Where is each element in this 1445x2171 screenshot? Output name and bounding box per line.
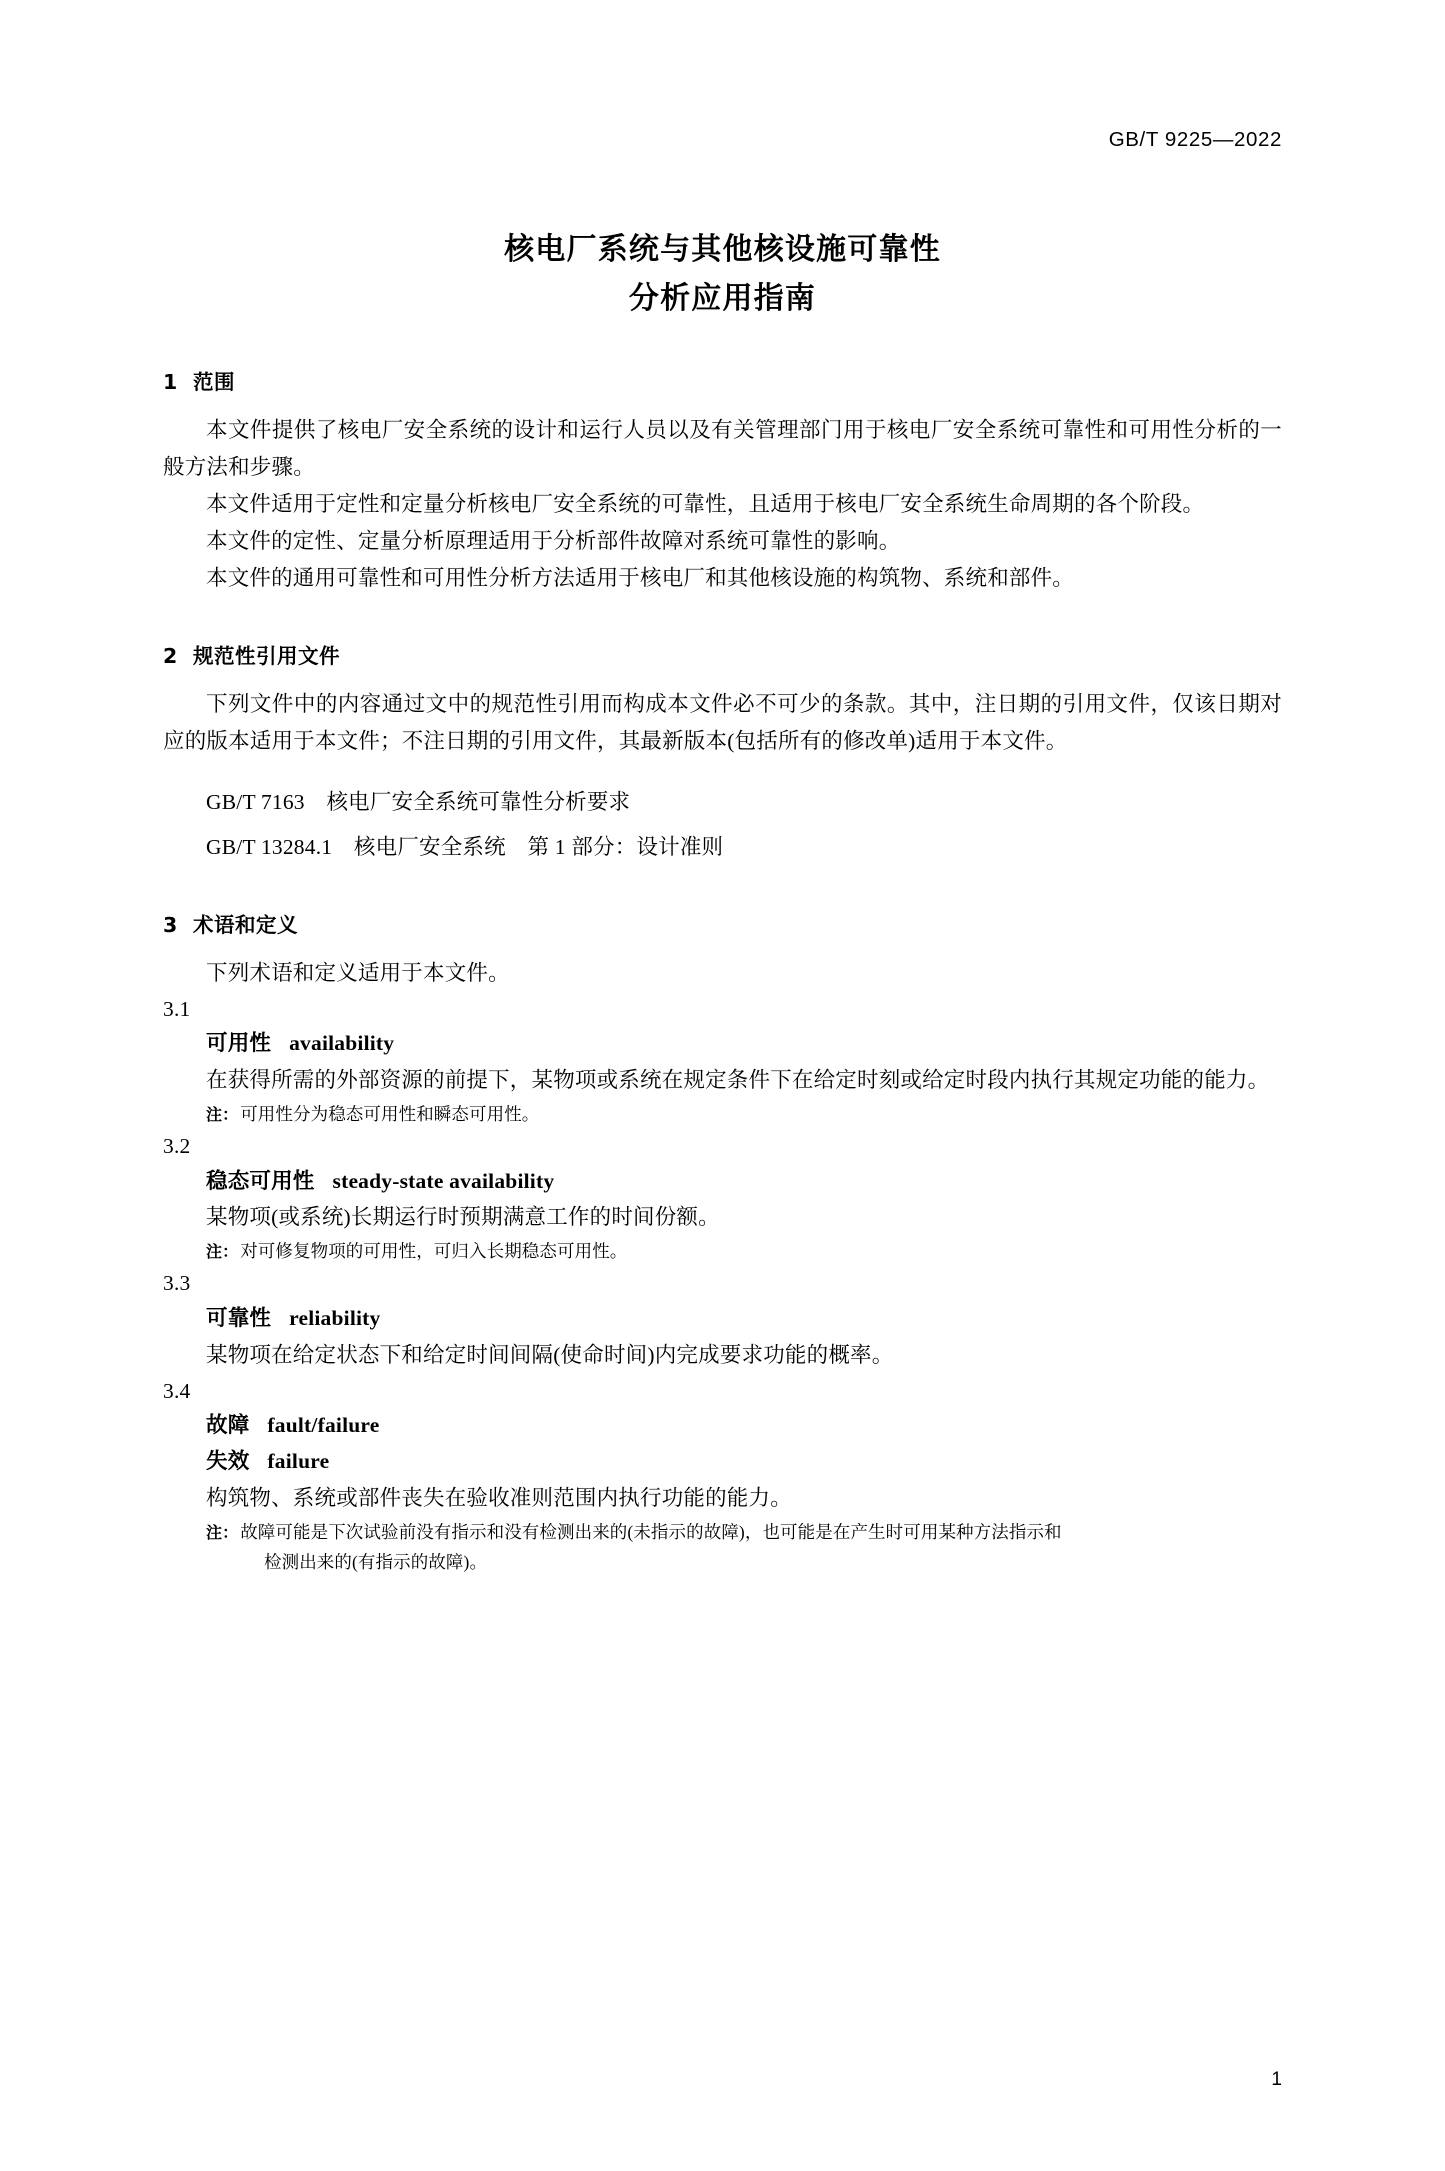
term-name-cn: 可靠性: [206, 1305, 272, 1331]
reference-item: GB/T 13284.1 核电厂安全系统 第 1 部分：设计准则: [206, 834, 724, 859]
term-name: [163, 1164, 1282, 1200]
standard-number: GB/T 9225—2022: [1108, 128, 1282, 151]
term-name-cn: 稳态可用性: [206, 1168, 315, 1194]
term-number: 3.4: [163, 1378, 191, 1403]
title-line-1: 核电厂系统与其他核设施可靠性: [504, 232, 941, 267]
note-label: 注：: [206, 1242, 239, 1262]
section-label-3: 术语和定义: [193, 912, 298, 937]
term-note: [163, 1517, 1282, 1577]
page-header: [163, 128, 1282, 152]
section-number-2: 2: [163, 644, 178, 669]
term-definition: 某物项在给定状态下和给定时间间隔(使命时间)内完成要求功能的概率。: [206, 1342, 894, 1367]
term-definition: 在获得所需的外部资源的前提下，某物项或系统在规定条件下在给定时刻或给定时段内执行其规定功能的能力。: [206, 1068, 1270, 1093]
note-text: 可用性分为稳态可用性和瞬态可用性。: [240, 1104, 540, 1125]
term-name-cn: 可用性: [206, 1031, 272, 1057]
note-text: 故障可能是下次试验前没有指示和没有检测出来的(未指示的故障)，也可能是在产生时可用某种方法指示和: [240, 1521, 1062, 1542]
paragraph: 本文件适用于定性和定量分析核电厂安全系统的可靠性，且适用于核电厂安全系统生命周期的各个阶段。: [206, 492, 1205, 517]
paragraph: 下列术语和定义适用于本文件。: [206, 960, 510, 985]
term-name-en-alt: failure: [267, 1448, 330, 1473]
paragraph: 本文件的通用可靠性和可用性分析方法适用于核电厂和其他核设施的构筑物、系统和部件。: [206, 566, 1075, 591]
page-title: [163, 226, 1282, 323]
term-definition: 构筑物、系统或部件丧失在验收准则范围内执行功能的能力。: [206, 1485, 792, 1510]
term-number: 3.3: [163, 1271, 191, 1296]
title-line-2: 分析应用指南: [628, 280, 817, 316]
term-name-cn: 故障: [206, 1413, 250, 1439]
section-label-1: 范围: [193, 370, 235, 395]
paragraph: 本文件提供了核电厂安全系统的设计和运行人员以及有关管理部门用于核电厂安全系统可靠性和可用性分析的一般方法和步骤。: [163, 418, 1282, 480]
page-number: 1: [1271, 2069, 1282, 2090]
term-name-en: fault/failure: [267, 1413, 380, 1438]
term-name-en: availability: [289, 1031, 395, 1056]
paragraph: 本文件的定性、定量分析原理适用于分析部件故障对系统可靠性的影响。: [206, 529, 901, 554]
section-heading-scope: [163, 365, 1282, 395]
section-number-3: 3: [163, 912, 178, 937]
section-heading-terms-and-definitions: [163, 908, 1282, 938]
term-number: 3.2: [163, 1134, 191, 1159]
term-name: [163, 1026, 1282, 1062]
term-name-cn-alt: 失效: [206, 1448, 250, 1474]
note-label: 注：: [206, 1522, 239, 1542]
paragraph: 下列文件中的内容通过文中的规范性引用而构成本文件必不可少的条款。其中，注日期的引用文件，仅该日期对应的版本适用于本文件；不注日期的引用文件，其最新版本(包括所有的修改单)适用于本文件。: [163, 692, 1282, 753]
note-text: 对可修复物项的可用性，可归入长期稳态可用性。: [240, 1241, 628, 1262]
note-line-1: [206, 1517, 1282, 1547]
note-line-2: 检测出来的(有指示的故障)。: [264, 1551, 488, 1572]
term-note: [163, 1099, 1282, 1129]
term-name-en: reliability: [289, 1305, 381, 1330]
reference-item: GB/T 7163 核电厂安全系统可靠性分析要求: [206, 789, 631, 814]
note-label: 注：: [206, 1105, 239, 1125]
section-heading-normative-references: [163, 639, 1282, 669]
term-definition: 某物项(或系统)长期运行时预期满意工作的时间份额。: [206, 1205, 720, 1230]
term-note: [163, 1236, 1282, 1266]
section-number-1: 1: [163, 370, 178, 395]
section-label-2: 规范性引用文件: [193, 644, 340, 669]
term-number: 3.1: [163, 996, 191, 1021]
document-page: [0, 128, 1445, 2171]
term-name-en: steady-state availability: [332, 1168, 555, 1193]
term-name: [163, 1301, 1282, 1337]
term-name: [163, 1408, 1282, 1444]
term-name-alt: [163, 1444, 1282, 1480]
